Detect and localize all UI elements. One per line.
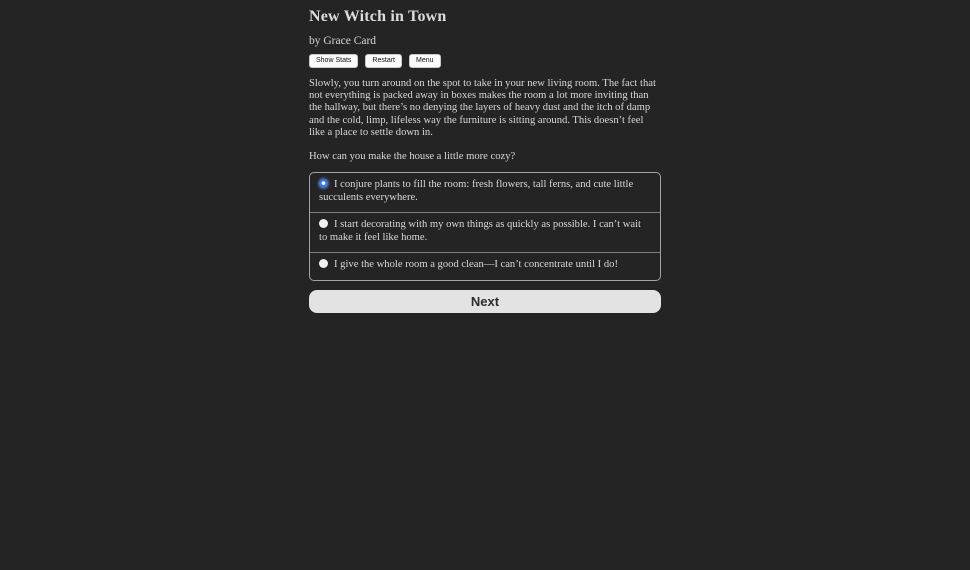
next-button[interactable]: Next xyxy=(309,290,661,313)
story-question: How can you make the house a little more cozy? xyxy=(309,150,516,162)
radio-unchecked-icon[interactable] xyxy=(319,219,328,228)
show-stats-button[interactable]: Show Stats xyxy=(309,54,358,68)
menu-button[interactable]: Menu xyxy=(409,54,441,68)
page-title: New Witch in Town xyxy=(309,8,447,25)
choice-option-1[interactable] xyxy=(310,173,660,212)
choice-option-label: I conjure plants to fill the room: fresh flowers, tall ferns, and cute little succulents everywhere. xyxy=(319,178,634,203)
choice-option-3[interactable] xyxy=(310,252,660,280)
story-column xyxy=(309,0,661,313)
choice-option-2[interactable] xyxy=(310,212,660,252)
author-byline: by Grace Card xyxy=(309,35,377,47)
restart-button[interactable]: Restart xyxy=(365,54,402,68)
choice-option-label: I give the whole room a good clean—I can’t concentrate until I do! xyxy=(334,259,618,271)
choice-option-label: I start decorating with my own things as quickly as possible. I can’t wait to make it feel like home. xyxy=(319,219,641,243)
choice-group xyxy=(309,172,661,281)
story-paragraph: Slowly, you turn around on the spot to take in your new living room. The fact that not everything is packed away in boxes makes the room a lot more inviting than the hallway, but there’s no denying the layers of heavy dust and the itch of damp and the cold, limp, lifeless way the furniture is sitting around. This doesn’t feel like a place to settle down in. xyxy=(309,77,656,139)
radio-unchecked-icon[interactable] xyxy=(319,259,328,268)
toolbar xyxy=(309,54,661,68)
radio-checked-icon[interactable] xyxy=(319,179,328,188)
